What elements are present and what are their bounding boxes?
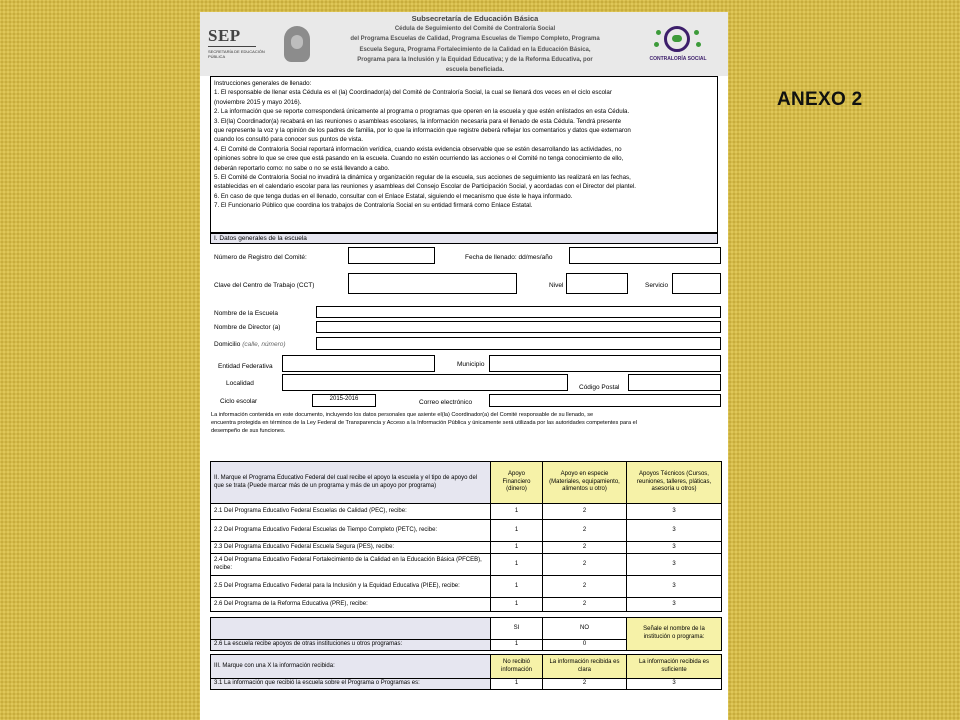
escuela-label: Nombre de la Escuela xyxy=(214,310,278,317)
instruction-line: cuando los consultó para conocer sus puntos de vista. xyxy=(214,136,363,144)
option-cell[interactable]: 1 xyxy=(491,576,543,598)
instruction-line: 6. En caso de que tenga dudas en el llenado, consultar con el Enlace Estatal, siguiendo el mecanismo que éste le haya informado. xyxy=(214,192,573,200)
entidad-label: Entidad Federativa xyxy=(218,363,273,370)
option-cell[interactable]: 1 xyxy=(491,640,543,651)
registro-label: Número de Registro del Comité: xyxy=(214,254,307,261)
domicilio-field[interactable] xyxy=(316,337,721,350)
annex-label: ANEXO 2 xyxy=(777,89,863,110)
option-cell[interactable]: 1 xyxy=(491,598,543,612)
fecha-label: Fecha de llenado: dd/mes/año xyxy=(465,254,553,261)
other-support-question: 2.6 La escuela recibe apoyos de otras instituciones u otros programas: xyxy=(211,640,491,651)
contraloria-social-logo xyxy=(648,26,708,72)
option-cell[interactable]: 2 xyxy=(543,520,627,542)
title-line: Programa para la Inclusión y la Equidad Educativa; y de la Reforma Educativa, por xyxy=(357,56,593,63)
fecha-field[interactable] xyxy=(569,247,721,264)
municipio-label: Municipio xyxy=(457,361,485,368)
localidad-field[interactable] xyxy=(282,374,568,391)
entidad-field[interactable] xyxy=(282,355,435,372)
option-cell[interactable]: 2 xyxy=(543,598,627,612)
column-header: La información recibida es suficiente xyxy=(627,655,722,679)
column-header: Apoyo Financiero (dinero) xyxy=(491,462,543,504)
option-cell[interactable]: 3 xyxy=(627,504,722,520)
logo-caption: CONTRALORÍA SOCIAL xyxy=(649,56,707,62)
option-cell[interactable]: 2 xyxy=(543,576,627,598)
other-support-table xyxy=(210,617,722,651)
director-field[interactable] xyxy=(316,321,721,333)
privacy-line: La información contenida en este documento, incluyendo los datos personales que asiente el(la) Coordinador(a) del Comité responsable de su llenado, se xyxy=(211,412,594,418)
information-question: 3.1 La información que recibió la escuela sobre el Programa o Programas es: xyxy=(211,679,491,690)
form-header xyxy=(200,12,728,76)
instruction-line: 7. El Funcionario Público que coordina los trabajos de Contraloría Social en su entidad firmará como Enlace Estatal. xyxy=(214,202,533,210)
program-label: 2.3 Del Programa Educativo Federal Escuela Segura (PES), recibe: xyxy=(211,542,491,554)
option-cell[interactable]: 3 xyxy=(627,554,722,576)
privacy-notice xyxy=(210,411,721,445)
section-3-table xyxy=(210,654,722,690)
domicilio-hint: (calle, número) xyxy=(242,341,286,348)
sep-logo-subtitle: SECRETARÍA DE EDUCACIÓN PÚBLICA xyxy=(208,49,265,59)
title-line: escuela beneficiada. xyxy=(445,67,505,74)
option-cell[interactable]: 2 xyxy=(543,504,627,520)
domicilio-label xyxy=(214,341,286,349)
option-cell[interactable]: 3 xyxy=(627,576,722,598)
privacy-line: encuentra protegida en términos de la Ley Federal de Transparencia y Acceso a la Información Pública y únicamente será utilizada por las autoridades competentes para el xyxy=(211,420,637,426)
title-line: Escuela Segura, Programa Fortalecimiento de la Calidad en la Educación Básica, xyxy=(359,46,591,53)
option-cell[interactable]: 1 xyxy=(491,520,543,542)
privacy-line: desempeño de sus funciones. xyxy=(211,428,286,434)
director-label: Nombre de Director (a) xyxy=(214,324,281,331)
section-2-table xyxy=(210,461,722,612)
program-label: 2.5 Del Programa Educativo Federal para la Inclusión y la Equidad Educativa (PIEE), recibe: xyxy=(211,576,491,598)
section-3-question: III. Marque con una X la información recibida: xyxy=(211,655,491,679)
sep-logo-text: SEP xyxy=(208,26,241,45)
instruction-line: (noviembre 2015 y mayo 2016). xyxy=(214,98,302,106)
si-header: SI xyxy=(491,618,543,640)
table-row xyxy=(211,504,722,520)
logo-dot-icon xyxy=(654,42,659,47)
table-row xyxy=(211,679,722,690)
logo-dot-icon xyxy=(694,30,699,35)
table-row xyxy=(211,598,722,612)
column-header: No recibió información xyxy=(491,655,543,679)
option-cell[interactable]: 1 xyxy=(491,679,543,690)
instruction-line: establecidas en el calendario escolar para las reuniones y asambleas del Consejo Escolar de Participación Social, y acordadas con el Director del plantel. xyxy=(214,183,637,191)
instructions-box xyxy=(210,76,718,233)
column-header: Apoyos Técnicos (Cursos, reuniones, talleres, pláticas, asesoría u otros) xyxy=(627,462,722,504)
sep-logo-rule xyxy=(208,46,256,47)
title-line: Cédula de Seguimiento del Comité de Contraloría Social xyxy=(394,26,556,33)
instruction-line: 2. La información que se reporte corresponderá únicamente al programa o programas que operen en la escuela y que estén enlistados en esta Cédula. xyxy=(214,108,630,116)
option-cell[interactable]: 2 xyxy=(543,554,627,576)
option-cell[interactable]: 1 xyxy=(491,542,543,554)
section-2-question: II. Marque el Programa Educativo Federal del cual recibe el apoyo la escuela y el tipo de apoyo del que se trata (Puede marcar más de un programa y más de un apoyo por programa) xyxy=(211,462,491,504)
instructions-title: Instrucciones generales de llenado: xyxy=(214,80,312,87)
instruction-line: 3. El(la) Coordinador(a) recabará en las reuniones o asambleas escolares, la información necesaria para el llenado de esta Cédula. Tendrá presente xyxy=(214,117,622,125)
instruction-line: opiniones sobre lo que se cree que está pasando en la escuela. Cuando no estén ocurriendo las acciones o el Comité no tenga conocimiento de ello, xyxy=(214,155,624,163)
localidad-label: Localidad xyxy=(226,380,254,387)
correo-field[interactable] xyxy=(489,394,721,407)
logo-dot-icon xyxy=(696,42,701,47)
table-row xyxy=(211,520,722,542)
ciclo-label: Ciclo escolar xyxy=(220,398,258,405)
table-row xyxy=(211,542,722,554)
program-label: 2.4 Del Programa Educativo Federal Fortalecimiento de la Calidad en la Educación Básica (PFCEB), recibe: xyxy=(211,554,491,576)
cp-field[interactable] xyxy=(628,374,721,391)
ciclo-field[interactable]: 2015-2016 xyxy=(312,394,376,407)
title-line: Subsecretaría de Educación Básica xyxy=(411,14,539,23)
nivel-label: Nivel xyxy=(549,282,564,289)
section-1-title: I. Datos generales de la escuela xyxy=(210,233,718,244)
cct-field[interactable] xyxy=(348,273,517,294)
option-cell[interactable]: 2 xyxy=(543,542,627,554)
option-cell[interactable]: 1 xyxy=(491,504,543,520)
municipio-field[interactable] xyxy=(489,355,721,372)
title-line: del Programa Escuelas de Calidad, Programa Escuelas de Tiempo Completo, Programa xyxy=(350,36,600,43)
domicilio-label-text: Domicilio xyxy=(214,341,241,348)
cp-label: Código Postal xyxy=(579,384,620,391)
instruction-line: 4. El Comité de Contraloría Social reportará información verídica, cuando exista evidencia observable que se estén desarrollando las actividades, no xyxy=(214,145,622,153)
servicio-field[interactable] xyxy=(672,273,721,294)
instruction-line: deberán reportarlo como: no sabe o no se está llevando a cabo. xyxy=(214,164,390,172)
logo-eye-icon xyxy=(672,35,682,42)
option-cell[interactable]: 3 xyxy=(627,679,722,690)
other-support-spacer xyxy=(211,618,491,640)
sep-logo xyxy=(208,26,278,74)
other-institution-note[interactable]: Señale el nombre de la institución o programa: xyxy=(627,618,722,651)
correo-label: Correo electrónico xyxy=(419,399,473,406)
instruction-line: 5. El Comité de Contraloría Social no invadirá la dinámica y organización regular de la escuela, sus acciones de seguimiento las realizará en las fechas, xyxy=(214,174,631,182)
option-cell[interactable]: 3 xyxy=(627,520,722,542)
tracking-form-page xyxy=(200,12,728,720)
table-row xyxy=(211,576,722,598)
option-cell[interactable]: 3 xyxy=(627,598,722,612)
coat-of-arms-icon xyxy=(284,26,310,62)
logo-dot-icon xyxy=(656,30,661,35)
instruction-line: 1. El responsable de llenar esta Cédula es el (la) Coordinador(a) del Comité de Contraloría Social, la cual se llenará dos veces en el ciclo escolar xyxy=(214,89,612,97)
option-cell[interactable]: 0 xyxy=(543,640,627,651)
program-label: 2.6 Del Programa de la Reforma Educativa (PRE), recibe: xyxy=(211,598,491,612)
option-cell[interactable]: 2 xyxy=(543,679,627,690)
option-cell[interactable]: 3 xyxy=(627,542,722,554)
program-label: 2.2 Del Programa Educativo Federal Escuelas de Tiempo Completo (PETC), recibe: xyxy=(211,520,491,542)
nivel-field[interactable] xyxy=(566,273,628,294)
no-header: NO xyxy=(543,618,627,640)
cct-label: Clave del Centro de Trabajo (CCT) xyxy=(214,282,315,289)
table-row xyxy=(211,554,722,576)
form-title xyxy=(316,14,634,75)
registro-field[interactable] xyxy=(348,247,435,264)
escuela-field[interactable] xyxy=(316,306,721,318)
column-header: La información recibida es clara xyxy=(543,655,627,679)
instruction-line: que represente la voz y la opinión de los padres de familia, por lo que la información que registre deberá reflejar los comentarios y datos que externaron xyxy=(214,127,631,135)
program-label: 2.1 Del Programa Educativo Federal Escuelas de Calidad (PEC), recibe: xyxy=(211,504,491,520)
column-header: Apoyo en especie (Materiales, equipamiento, alimentos u otro) xyxy=(543,462,627,504)
servicio-label: Servicio xyxy=(645,282,669,289)
option-cell[interactable]: 1 xyxy=(491,554,543,576)
